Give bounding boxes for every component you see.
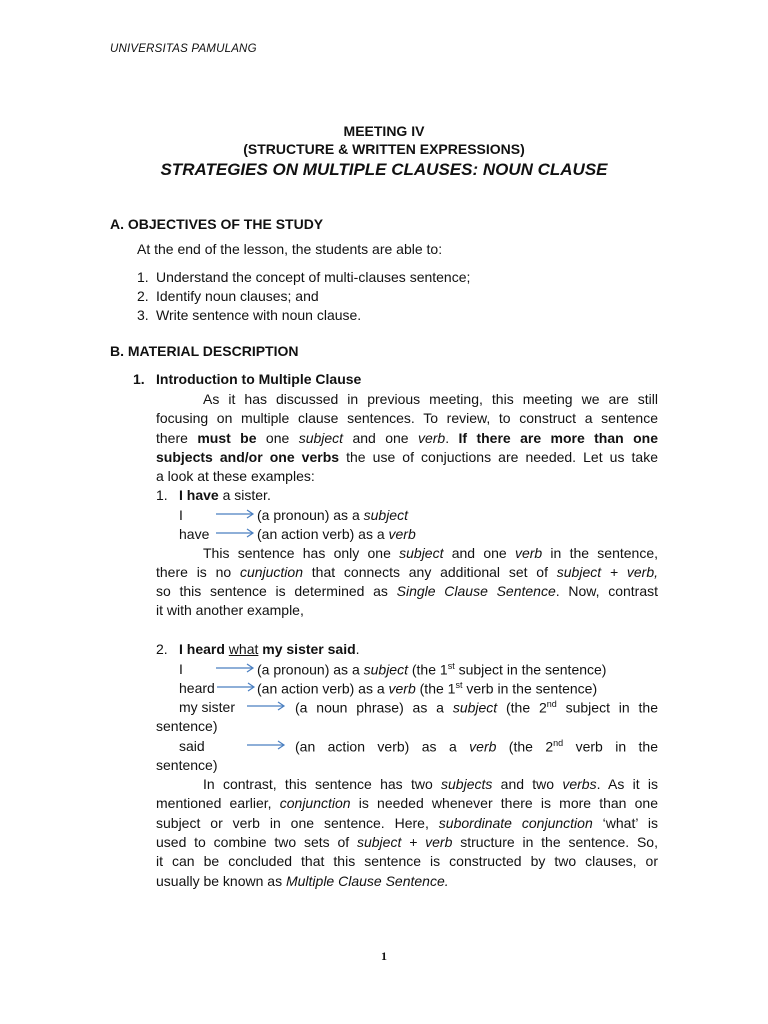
body-line: it can be concluded that this sentence is constructed by two clauses, or [156, 853, 658, 869]
objective-item [137, 269, 470, 285]
meeting-subtitle: (STRUCTURE & WRITTEN EXPRESSIONS) [243, 141, 525, 157]
objective-item [137, 307, 361, 323]
example-part-said: said [179, 738, 205, 754]
arrow-right-icon [216, 681, 256, 693]
arrow-right-icon [215, 662, 255, 674]
example-2: 2. I heard what my sister said. [156, 641, 360, 657]
body-line: In contrast, this sentence has two subjects and two verbs. As it is [203, 776, 658, 792]
body-line: a look at these examples: [156, 468, 315, 484]
objective-text: Understand the concept of multi-clauses sentence; [156, 269, 471, 285]
body-line: so this sentence is determined as Single Clause Sentence. Now, contrast [156, 583, 659, 599]
arrow-right-icon [215, 527, 255, 539]
page-title: STRATEGIES ON MULTIPLE CLAUSES: NOUN CLAUSE [160, 160, 608, 179]
section-b-heading: B. MATERIAL DESCRIPTION [110, 343, 299, 359]
page-number: 1 [381, 949, 387, 963]
meeting-title: MEETING IV [343, 123, 425, 139]
body-line: sentence) [156, 718, 218, 734]
arrow-right-icon [215, 508, 255, 520]
example-part-my-sister: my sister [179, 699, 235, 715]
subsection-title: Introduction to Multiple Clause [156, 371, 362, 387]
example-desc: (an action verb) as a verb (the 1st verb in the sentence) [257, 680, 598, 697]
subsection-number: 1. [133, 371, 145, 387]
body-line: As it has discussed in previous meeting, this meeting we are still [203, 391, 658, 407]
section-a-heading: A. OBJECTIVES OF THE STUDY [110, 216, 324, 232]
example-desc: (a pronoun) as a subject [257, 507, 408, 523]
body-line: there must be one subject and one verb. If there are more than one [156, 430, 658, 446]
arrow-right-icon [246, 739, 286, 751]
body-line: focusing on multiple clause sentences. To review, to construct a sentence [156, 410, 658, 426]
body-line: usually be known as Multiple Clause Sentence. [156, 873, 449, 889]
body-line: This sentence has only one subject and one verb in the sentence, [203, 545, 658, 561]
objective-number: 1. [137, 269, 149, 285]
example-desc: (an action verb) as a verb [257, 526, 416, 542]
body-line: subject or verb in one sentence. Here, subordinate conjunction ‘what’ is [156, 815, 658, 831]
objective-number: 3. [137, 307, 149, 323]
example-desc: (an action verb) as a verb (the 2nd verb in the [295, 738, 658, 755]
subsection-heading [133, 371, 361, 387]
objective-number: 2. [137, 288, 149, 304]
example-desc: (a pronoun) as a subject (the 1st subject in the sentence) [257, 661, 607, 678]
arrow-right-icon [246, 700, 286, 712]
example-desc: (a noun phrase) as a subject (the 2nd subject in the [295, 699, 658, 716]
body-line: sentence) [156, 757, 218, 773]
running-header: UNIVERSITAS PAMULANG [110, 43, 257, 55]
body-line: mentioned earlier, conjunction is needed whenever there is more than one [156, 795, 658, 811]
example-part-have: have [179, 526, 210, 542]
objectives-intro: At the end of the lesson, the students are able to: [137, 241, 443, 257]
objective-item [137, 288, 319, 304]
example-part-i: I [179, 661, 183, 677]
example-part-heard: heard [179, 680, 215, 696]
example-1: 1. I have a sister. [156, 487, 271, 503]
body-line: there is no cunjuction that connects any additional set of subject + verb, [156, 564, 658, 580]
example-part-i: I [179, 507, 183, 523]
objective-text: Identify noun clauses; and [156, 288, 319, 304]
body-line: subjects and/or one verbs the use of conjuctions are needed. Let us take [156, 449, 658, 465]
body-line: used to combine two sets of subject + verb structure in the sentence. So, [156, 834, 658, 850]
objective-text: Write sentence with noun clause. [156, 307, 362, 323]
body-line: it with another example, [156, 602, 304, 618]
